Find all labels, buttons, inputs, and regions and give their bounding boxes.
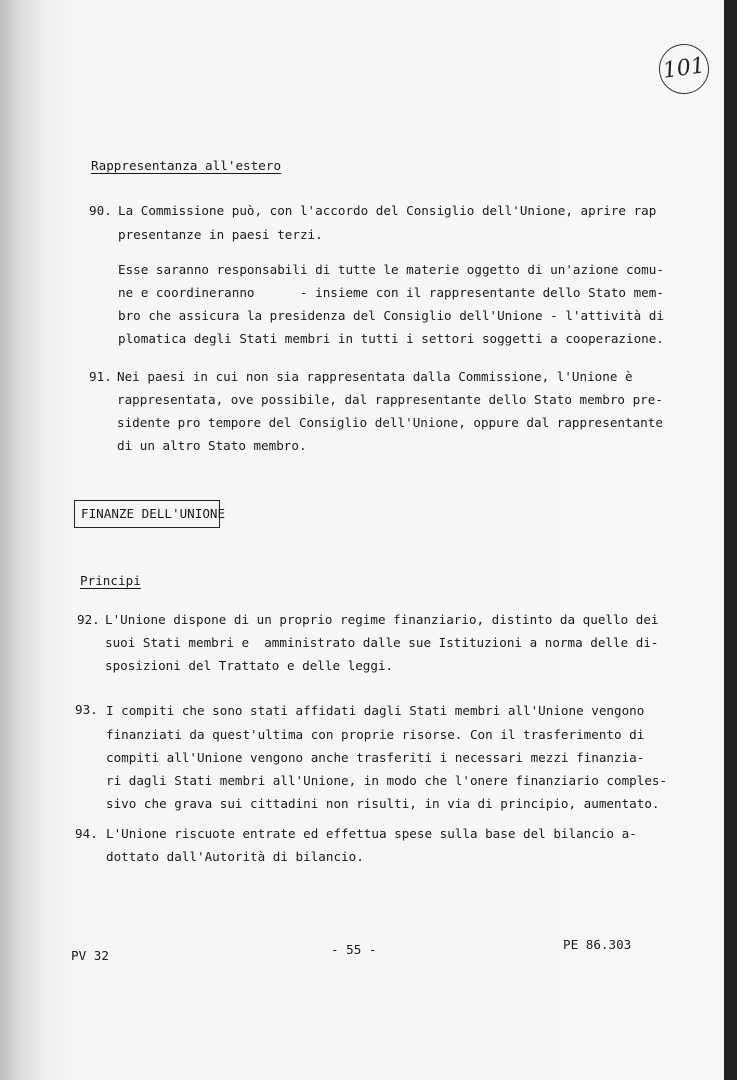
paragraph-number: 90. [89, 203, 112, 218]
paragraph-line: Nei paesi in cui non sia rappresentata dalla Commissione, l'Unione è [117, 369, 633, 384]
paragraph-line: suoi Stati membri e amministrato dalle sue Istituzioni a norma delle di- [105, 635, 659, 650]
paragraph-line: ri dagli Stati membri all'Unione, in modo che l'onere finanziario comples- [106, 773, 668, 788]
paragraph-number: 93. [75, 702, 98, 717]
footer-left: PV 32 [71, 948, 109, 963]
paragraph-line: La Commissione può, con l'accordo del Consiglio dell'Unione, aprire rap [118, 203, 657, 218]
paragraph-line: L'Unione dispone di un proprio regime finanziario, distinto da quello dei [105, 612, 659, 627]
paragraph-line: compiti all'Unione vengono anche trasferiti i necessari mezzi finanzia- [106, 750, 645, 765]
paragraph-number: 91. [89, 369, 112, 384]
subheading: Principi [80, 573, 141, 588]
paragraph-line: L'Unione riscuote entrate ed effettua spese sulla base del bilancio a- [106, 826, 637, 841]
footer-right: PE 86.303 [563, 937, 632, 952]
boxed-section-heading: FINANZE DELL'UNIONE [74, 500, 220, 528]
paragraph-line: ne e coordineranno - insieme con il rappresentante dello Stato mem- [118, 285, 664, 300]
paragraph-line: bro che assicura la presidenza del Consiglio dell'Unione - l'attività di [118, 308, 664, 323]
paragraph-number: 92. [77, 612, 100, 627]
scan-edge [724, 0, 737, 1080]
paragraph-line: finanziati da quest'ultima con proprie risorse. Con il trasferimento di [106, 727, 645, 742]
paragraph-line: sposizioni del Trattato e delle leggi. [105, 658, 394, 673]
paragraph-line: sidente pro tempore del Consiglio dell'Unione, oppure dal rappresentante [117, 415, 663, 430]
paragraph-line: I compiti che sono stati affidati dagli Stati membri all'Unione vengono [106, 703, 645, 718]
handwritten-page-number: 101 [656, 41, 712, 97]
section-heading: Rappresentanza all'estero [91, 158, 282, 173]
paragraph-line: sivo che grava sui cittadini non risulti, in via di principio, aumentato. [106, 796, 660, 811]
paragraph-line: dottato dall'Autorità di bilancio. [106, 849, 364, 864]
paragraph-number: 94. [75, 826, 98, 841]
paragraph-line: rappresentata, ove possibile, dal rappresentante dello Stato membro pre- [117, 392, 663, 407]
paragraph-line: Esse saranno responsabili di tutte le materie oggetto di un'azione comu- [118, 262, 664, 277]
paragraph-line: plomatica degli Stati membri in tutti i settori soggetti a cooperazione. [118, 331, 664, 346]
footer-page-number: - 55 - [331, 942, 377, 957]
paragraph-line: di un altro Stato membro. [117, 438, 307, 453]
paragraph-line: presentanze in paesi terzi. [118, 227, 323, 242]
